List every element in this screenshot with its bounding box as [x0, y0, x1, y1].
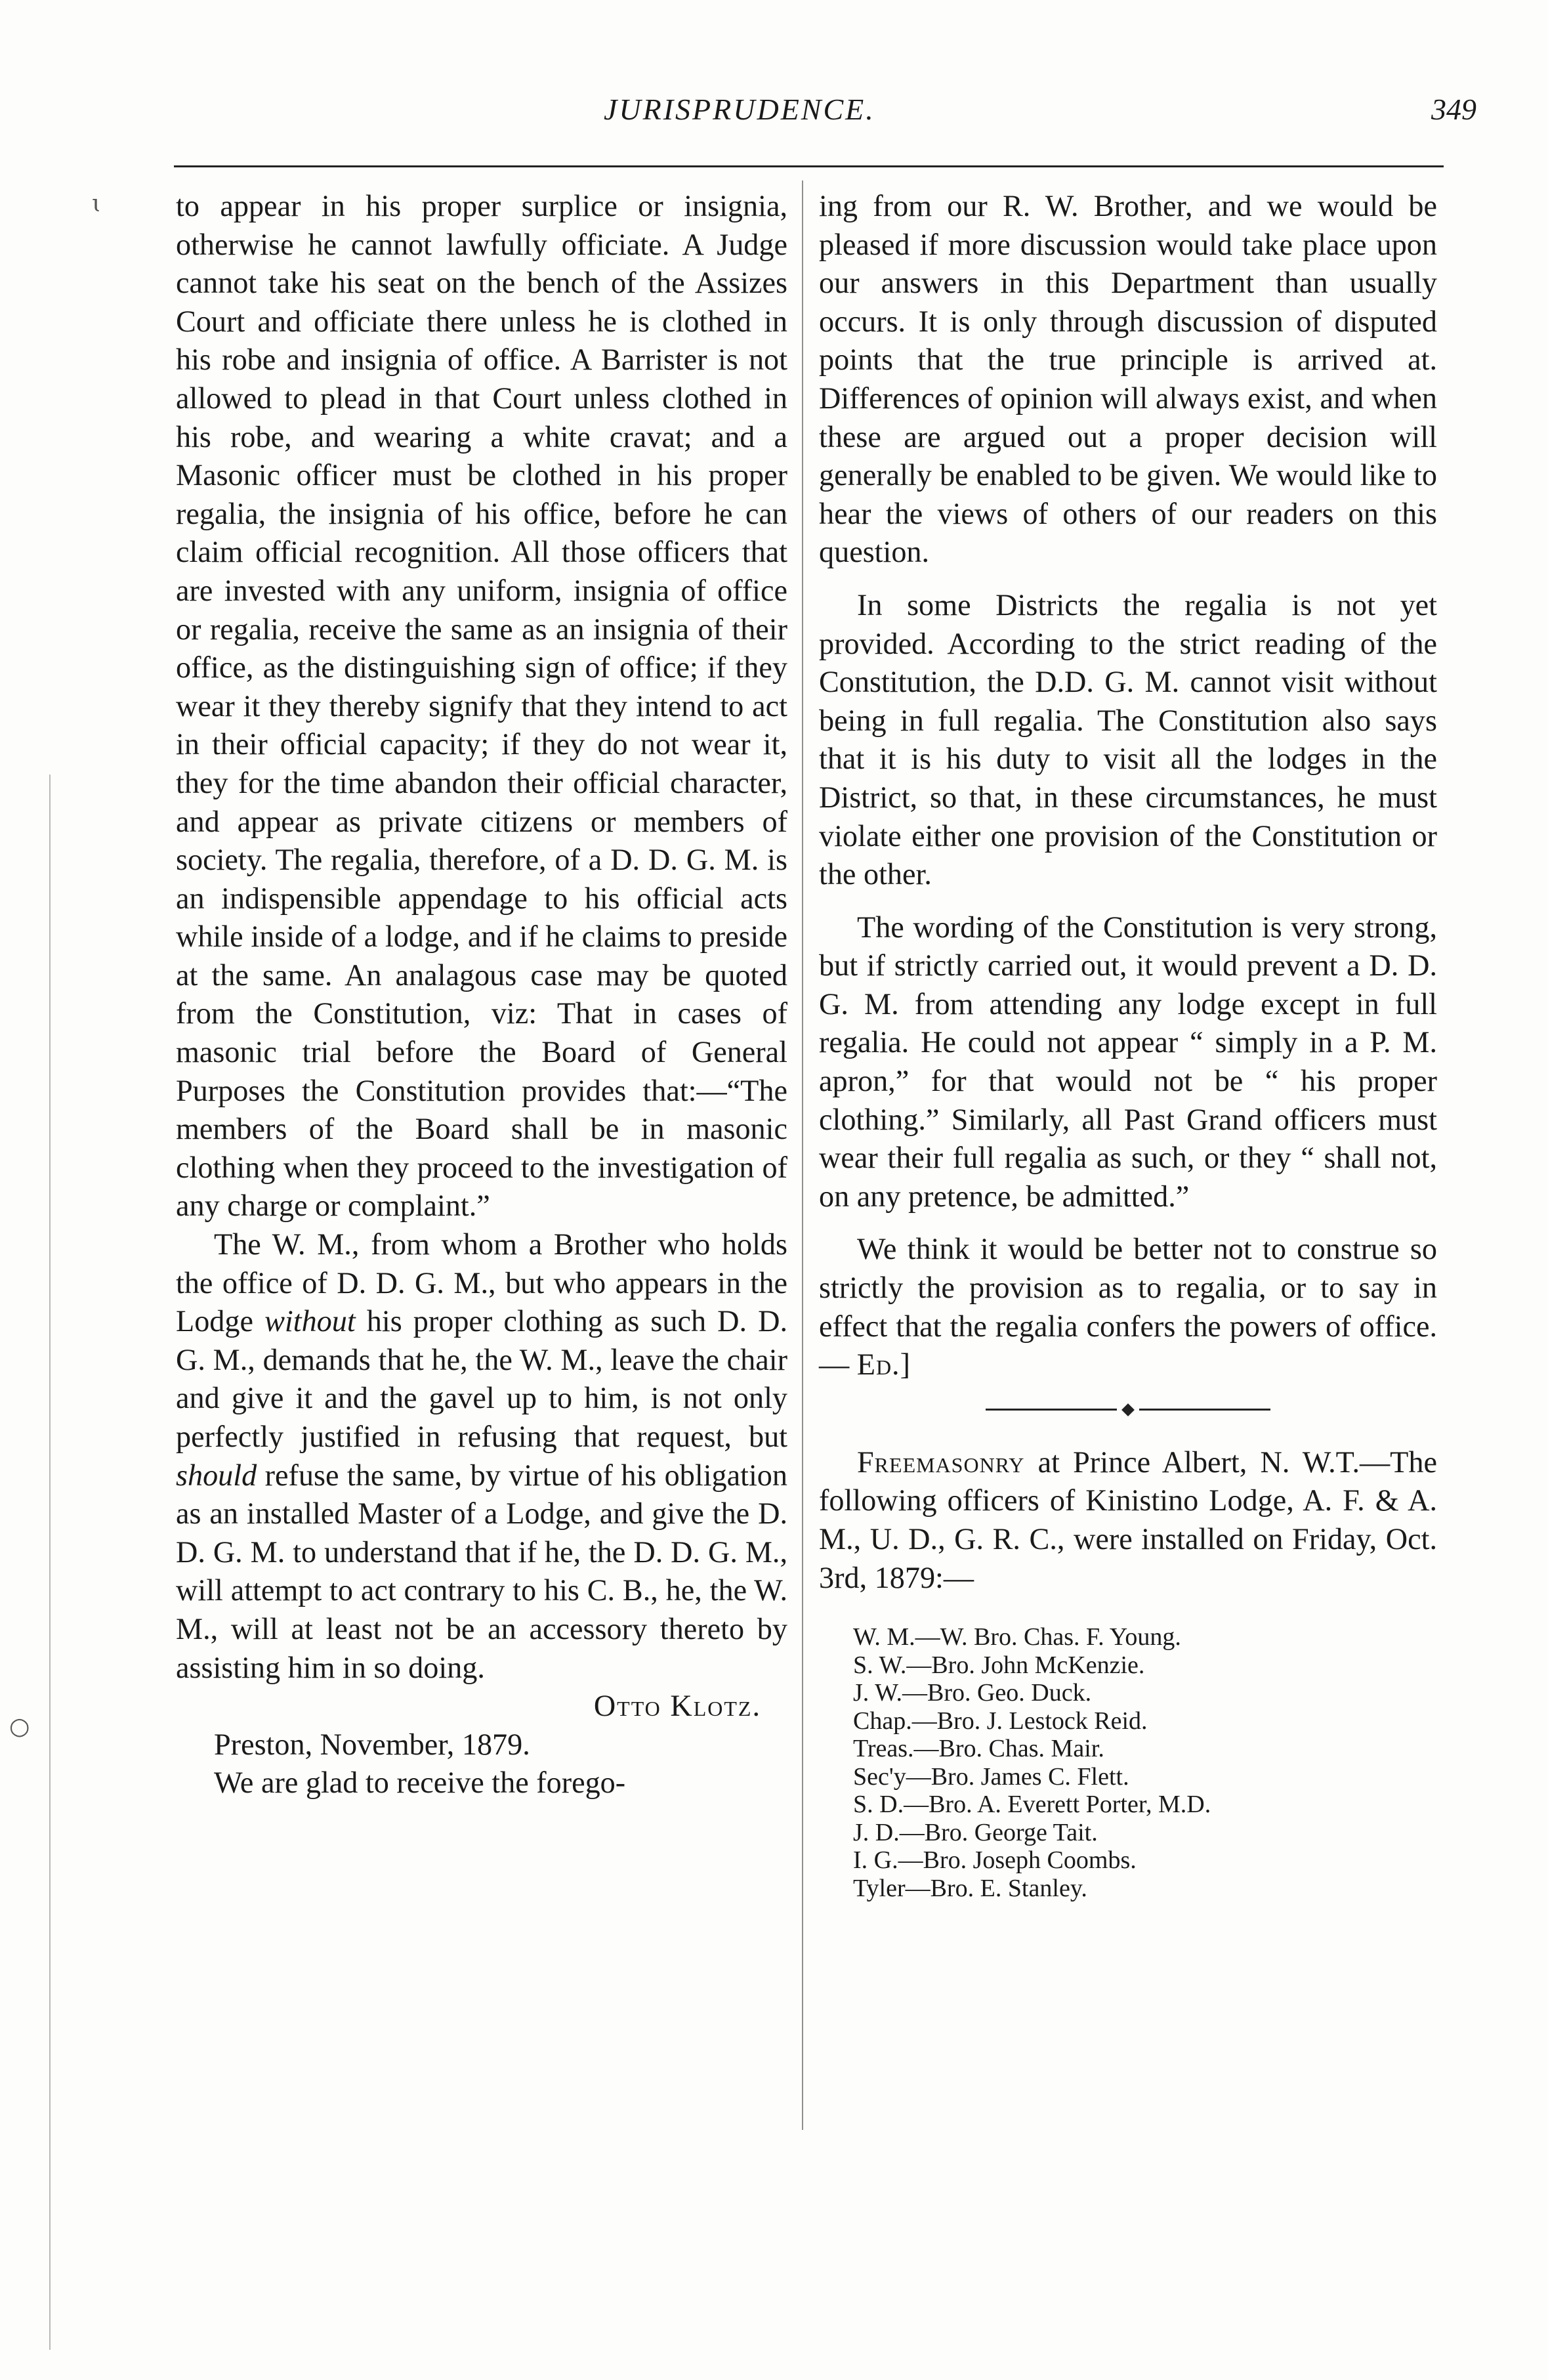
right-p4-text: We think it would be better not to construe so strictly the provision as to regalia, or to say in effect that the regalia confers the powers of office.— [819, 1232, 1437, 1382]
right-p5-text: at Prince Albert, N. W.T.—The following officers of Kinistino Lodge, A. F. & A. M., U. D., G. R. C., were installed on Friday, Oct. 3rd, 1879:— [819, 1445, 1437, 1594]
officer-list [819, 1623, 1437, 1902]
emphasis-should: should [176, 1458, 257, 1492]
ornament-diamond [1121, 1403, 1135, 1416]
left-p2-after: refuse the same, by virtue of his obligation as an installed Master of a Lodge, and give the D. D. G. M. to understand that if he, the D. D. G. M., will attempt to act contrary to his C. B., he, the W. M., will at least not be an accessory thereto by assisting him in so doing. [176, 1458, 787, 1684]
author-signature: Otto Klotz. [593, 1689, 761, 1723]
officer-entry: S. D.—Bro. A. Everett Porter, M.D. [853, 1791, 1211, 1819]
officer-entry: J. W.—Bro. Geo. Duck. [853, 1679, 1092, 1707]
left-column [176, 187, 787, 1802]
officer-entry: J. D.—Bro. George Tait. [853, 1818, 1098, 1846]
right-column [819, 187, 1437, 1902]
editor-mark: Ed.] [856, 1348, 911, 1382]
officer-entry: I. G.—Bro. Joseph Coombs. [853, 1846, 1137, 1875]
right-paragraph-5 [819, 1443, 1437, 1597]
left-paragraph-1: to appear in his proper surplice or insignia, otherwise he cannot lawfully officiate. A Judge cannot take his seat on the bench of the Assizes Court and officiate there unless he is clothed in his robe and insignia of office. A Barrister is not allowed to plead in that Court unless clothed in his robe, and wearing a white cravat; and a Masonic officer must be clothed in his proper regalia, the insignia of his office, before he can claim official recognition. All those officers that are invested with any uniform, insignia of office or regalia, receive the same as an insignia of their office, as the distinguishing sign of office; if they wear it they thereby signify that they intend to act in their official capacity; if they do not wear it, they for the time abandon their official character, and appear as private citizens or members of society. The regalia, therefore, of a D. D. G. M. is an indispensible appendage to his official acts while inside of a lodge, and if he claims to preside at the same. An analagous case may be quoted from the Constitution, viz: That in cases of masonic trial before the Board of General Purposes the Constitution provides that:—“The members of the Board shall be in masonic clothing when they proceed to the investigation of any charge or complaint.” [176, 189, 787, 1223]
column-divider [802, 181, 803, 2130]
ornament-line-right [1139, 1409, 1270, 1411]
right-paragraph-1: ing from our R. W. Brother, and we would be pleased if more discussion would take place upon our answers in this Department than usually occurs. It is only through discussion of disputed points that the true principle is arrived at. Differences of opinion will always exist, and when these are argued out a proper decision will generally be enabled to be given. We would like to hear the views of others of our readers on this question. [819, 189, 1437, 569]
margin-circle-mark: ○ [9, 1713, 30, 1740]
left-paragraph-2 [176, 1225, 787, 1687]
right-paragraph-4 [819, 1230, 1437, 1384]
lead-word: Freemasonry [857, 1445, 1025, 1479]
dateline: Preston, November, 1879. [214, 1727, 530, 1761]
margin-tick-mark: ɩ [92, 190, 102, 217]
ornament-line-left [986, 1409, 1117, 1411]
left-p2-middle: his proper clothing as such D. D. G. M., demands that he, the W. M., leave the chair and give it and the gavel up to him, is not only perfectly justified in refusing that request, but [176, 1304, 788, 1453]
officer-entry: S. W.—Bro. John McKenzie. [853, 1651, 1145, 1679]
left-p2-before: The W. M., from whom a Brother who holds the office of D. D. G. M., but who appears in the Lodge [176, 1227, 787, 1338]
officer-entry: Chap.—Bro. J. Lestock Reid. [853, 1707, 1148, 1735]
emphasis-without: without [264, 1304, 356, 1338]
right-paragraph-3: The wording of the Constitution is very strong, but if strictly carried out, it would prevent a D. D. G. M. from attending any lodge except in full regalia. He could not appear “ simply in a P. M. apron,” for that would not be “ his proper clothing.” Similarly, all Past Grand officers must wear their full regalia as such, or they “ shall not, on any pretence, be admitted.” [819, 910, 1437, 1213]
running-head-title: JURISPRUDENCE. [604, 93, 875, 126]
right-paragraph-2: In some Districts the regalia is not yet provided. According to the strict reading of the Constitution, the D.D. G. M. cannot visit without being in full regalia. The Constitution also says that it is his duty to visit all the lodges in the District, so that, in these circumstances, he must violate either one provision of the Constitution or the other. [819, 587, 1437, 891]
page-number: 349 [1431, 93, 1476, 126]
officer-entry: Tyler—Bro. E. Stanley. [853, 1874, 1087, 1902]
officer-entry: Sec'y—Bro. James C. Flett. [853, 1762, 1129, 1791]
officer-entry: W. M.—W. Bro. Chas. F. Young. [853, 1623, 1181, 1651]
running-header [164, 92, 1476, 138]
officer-entry: Treas.—Bro. Chas. Mair. [853, 1735, 1104, 1763]
margin-scan-line [49, 775, 51, 2350]
editor-reply-start: We are glad to receive the forego- [214, 1766, 626, 1800]
header-rule [174, 165, 1444, 167]
section-ornament [819, 1393, 1437, 1426]
